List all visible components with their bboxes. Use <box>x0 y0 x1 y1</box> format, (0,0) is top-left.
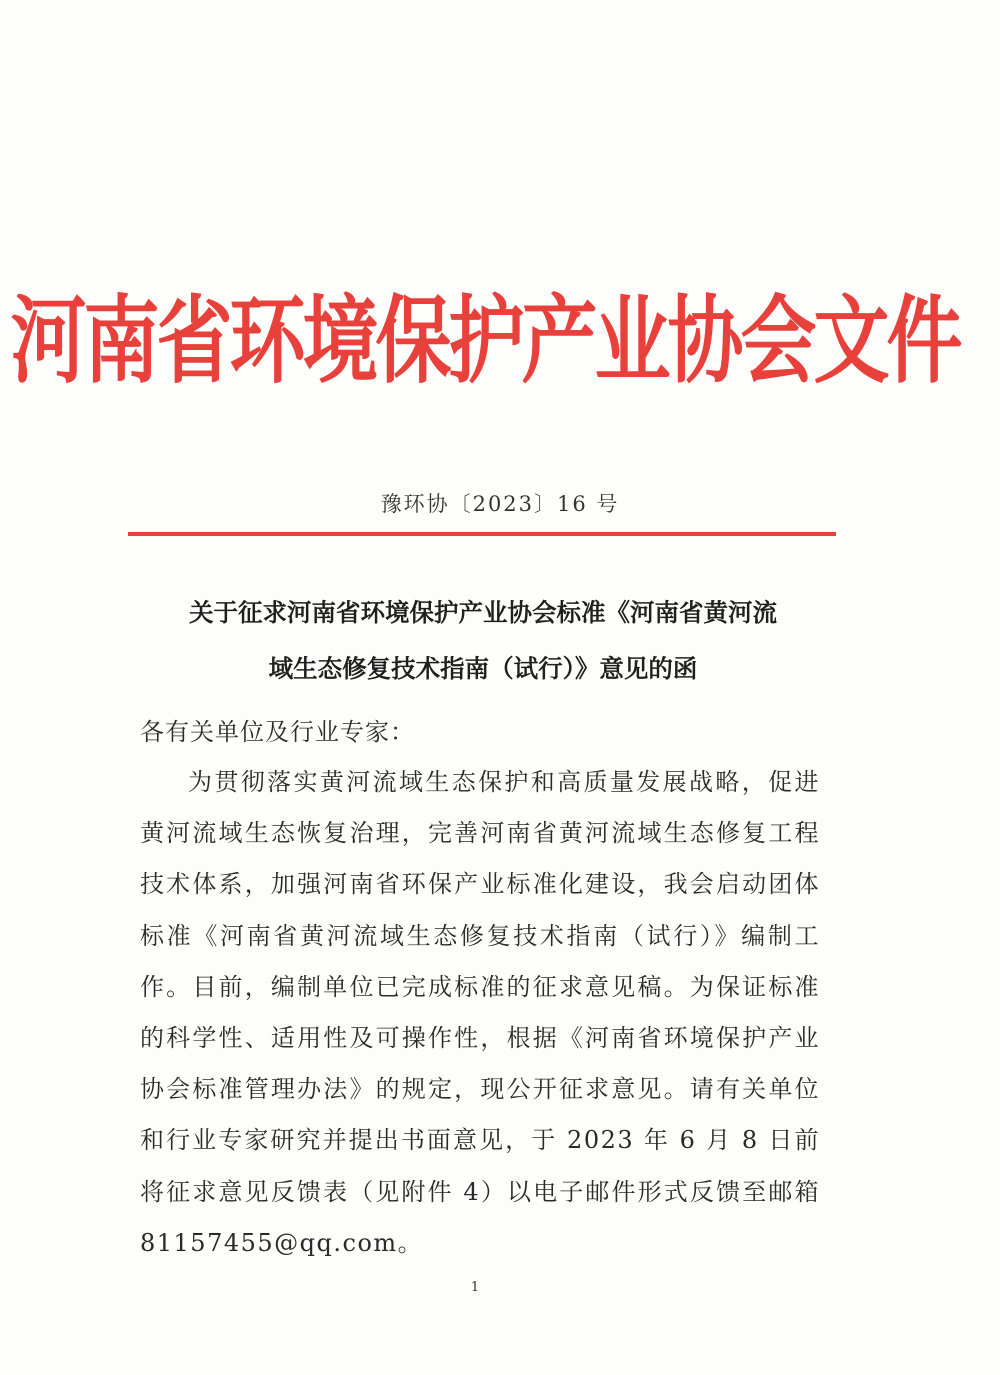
page-number: 1 <box>470 1280 480 1295</box>
letter-body: 为贯彻落实黄河流域生态保护和高质量发展战略，促进黄河流域生态恢复治理，完善河南省黄河流域生态修复工程技术体系，加强河南省环保产业标准化建设，我会启动团体标准《河南省黄河流域生态修复技术指南（试行）》编制工作。目前，编制单位已完成标准的征求意见稿。为保证标准的科学性、适用性及可操作性，根据《河南省环境保护产业协会标准管理办法》的规定，现公开征求意见。请有关单位和行业专家研究并提出书面意见，于 2023 年 6 月 8 日前将征求意见反馈表（见附件 4）以电子邮件形式反馈至邮箱81157455@qq.com。 <box>140 768 820 1257</box>
letter-title-line-1: 关于征求河南省环境保护产业协会标准《河南省黄河流 <box>189 598 777 627</box>
red-divider-line <box>128 532 836 536</box>
masthead-title: 河南省环境保护产业协会文件 <box>10 283 960 396</box>
salutation: 各有关单位及行业专家： <box>140 718 415 746</box>
letter-title-line-2: 域生态修复技术指南（试行）》意见的函 <box>268 654 698 683</box>
letter-title <box>138 585 828 697</box>
document-number: 豫环协〔2023〕16 号 <box>380 492 620 516</box>
